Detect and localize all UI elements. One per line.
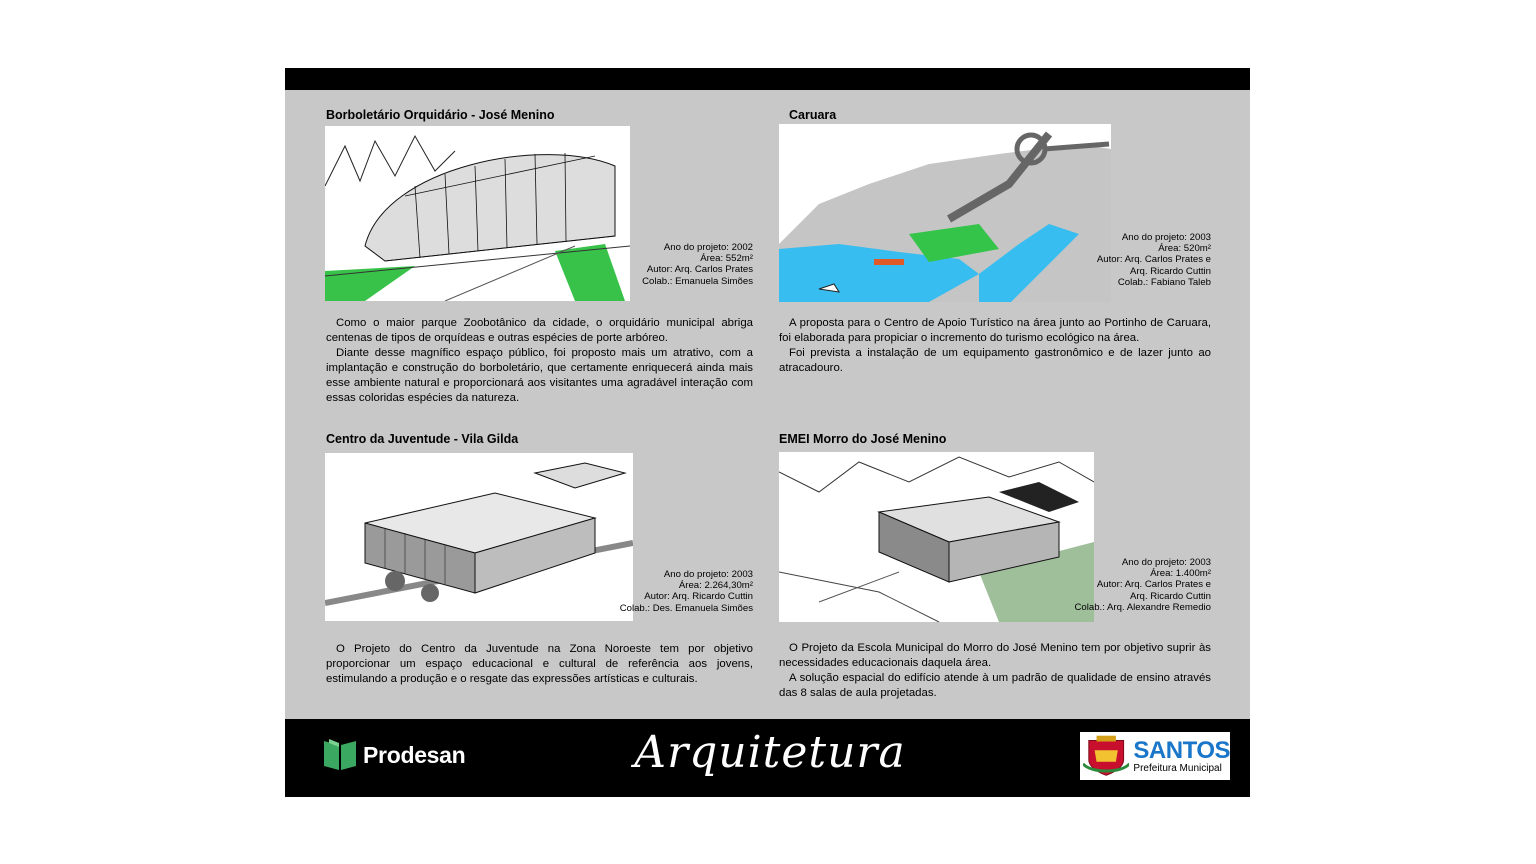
meta-line: Ano do projeto: 2002: [663, 242, 753, 253]
santos-logo: [1080, 732, 1230, 780]
meta-line: Ano do projeto: 2003: [663, 569, 753, 580]
santos-logo-subtitle: Prefeitura Municipal: [1133, 762, 1222, 774]
body-juventude: [326, 642, 753, 687]
santos-coat-of-arms-icon: [1083, 734, 1129, 778]
meta-line: Área: 1.400m²: [1150, 568, 1211, 580]
section-title-caruara: Caruara: [789, 108, 837, 122]
meta-line: Colab.: Arq. Alexandre Remedio: [1074, 601, 1211, 613]
footer-bar: [285, 719, 1250, 797]
meta-line: Colab.: Des. Emanuela Simões: [619, 602, 753, 614]
meta-line: Autor: Arq. Ricardo Cuttin: [644, 591, 753, 603]
prodesan-book-icon: [323, 739, 357, 771]
body-caruara: [779, 316, 1211, 376]
paragraph: A proposta para o Centro de Apoio Turístico na área junto ao Portinho de Caruara, foi elaborada para propiciar o incremento do turismo ecológico na área.: [779, 317, 1211, 344]
meta-line: Autor: Arq. Carlos Prates e: [1096, 254, 1211, 266]
prodesan-logo: [323, 735, 465, 775]
section-title-emei: EMEI Morro do José Menino: [779, 432, 947, 446]
meta-line: Autor: Arq. Carlos Prates: [646, 264, 753, 276]
body-borboletario: [326, 316, 753, 406]
meta-line: Ano do projeto: 2003: [1121, 232, 1211, 243]
paragraph: Foi prevista a instalação de um equipamento gastronômico e de lazer junto ao atracadouro.: [779, 347, 1211, 374]
meta-emei: [1045, 557, 1211, 613]
meta-juventude: [585, 569, 753, 614]
paragraph: O Projeto do Centro da Juventude na Zona Noroeste tem por objetivo proporcionar um espaço educacional e cultural de referência aos jovens, estimulando a produção e o resgate das expressões artísticas e culturais.: [326, 643, 753, 685]
meta-caruara: [1045, 232, 1211, 288]
paragraph: A solução espacial do edifício atende à um padrão de qualidade de ensino através das 8 salas de aula projetadas.: [779, 672, 1211, 699]
section-title-borboletario: Borboletário Orquidário - José Menino: [326, 108, 555, 122]
meta-line: Arq. Ricardo Cuttin: [1129, 265, 1211, 277]
brochure-sheet: [285, 68, 1250, 797]
meta-line: Área: 520m²: [1158, 243, 1211, 255]
meta-line: Arq. Ricardo Cuttin: [1129, 590, 1211, 602]
prodesan-logo-text: Prodesan: [363, 741, 466, 768]
meta-line: Colab.: Emanuela Simões: [642, 275, 753, 287]
meta-line: Ano do projeto: 2003: [1121, 557, 1211, 568]
top-black-bar: [285, 68, 1250, 90]
meta-line: Área: 552m²: [700, 253, 753, 265]
paragraph: O Projeto da Escola Municipal do Morro do José Menino tem por objetivo suprir às necessidades educacionais daquela área.: [779, 642, 1211, 669]
footer-title: Arquitetura: [634, 727, 906, 778]
section-title-juventude: Centro da Juventude - Vila Gilda: [326, 432, 519, 446]
paragraph: Como o maior parque Zoobotânico da cidade, o orquidário municipal abriga centenas de tipos de orquídeas e outras espécies de porte arbóreo.: [326, 317, 753, 344]
meta-line: Autor: Arq. Carlos Prates e: [1096, 579, 1211, 591]
meta-line: Colab.: Fabiano Taleb: [1117, 276, 1211, 288]
body-emei: [779, 641, 1211, 701]
santos-logo-text: SANTOS: [1133, 736, 1230, 764]
meta-borboletario: [585, 242, 753, 287]
paragraph: Diante desse magnífico espaço público, foi proposto mais um atrativo, com a implantação e construção do borboletário, que certamente enriquecerá ainda mais esse ambiente natural e proporcionará aos visitantes uma agradável interação com essas coloridas espécies da natureza.: [326, 347, 753, 404]
meta-line: Área: 2.264,30m²: [678, 580, 753, 592]
